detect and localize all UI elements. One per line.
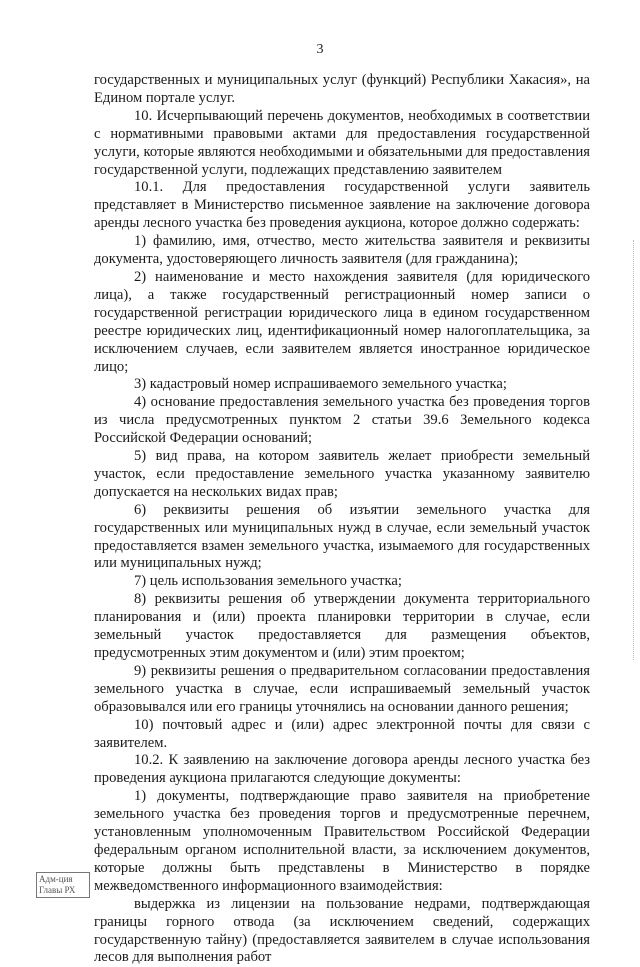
list-item: 5) вид права, на котором заявитель желает приобрести земельный участок, если предоставление земельного участка указанному заявителю допускается на нескольких видах прав;: [94, 448, 590, 500]
paragraph: 10.2. К заявлению на заключение договора аренды лесного участка без проведения аукциона прилагаются следующие документы:: [94, 752, 590, 787]
stamp-line: Адм-ция: [39, 874, 73, 884]
list-item: 3) кадастровый номер испрашиваемого земельного участка;: [134, 376, 507, 393]
page-number: 3: [316, 42, 324, 57]
list-item: 1) фамилию, имя, отчество, место жительства заявителя и реквизиты документа, удостоверяющего личность заявителя (для гражданина);: [94, 233, 590, 268]
list-item: 4) основание предоставления земельного участка без проведения торгов из числа предусмотренных пунктом 2 статьи 39.6 Земельного кодекса Российской Федерации оснований;: [94, 394, 590, 447]
list-item: 2) наименование и место нахождения заявителя (для юридического лица), а также государственный регистрационный номер записи о государственной регистрации юридического лица в едином государственном реестре юридических лиц, идентификационный номер налогоплательщика, за исключением случаев, если заявителем является иностранное юридическое лицо;: [94, 268, 590, 375]
list-item: 8) реквизиты решения об утверждении документа территориального планирования и (или) проекта планировки территории в случае, если земельный участок предоставляется для размещения объектов, предусмотренных этим документом и (или) этим проектом;: [94, 591, 590, 661]
paragraph: выдержка из лицензии на пользование недрами, подтверждающая границы горного отвода (за исключением сведений, содержащих государственную тайну) (предоставляется заявителем в случае использования лесов для выполнения работ: [94, 895, 590, 966]
list-item: 9) реквизиты решения о предварительном согласовании предоставления земельного участка в случае, если испрашиваемый земельный участок образовывался или его границы уточнялись на основании данного решения;: [94, 662, 590, 715]
stamp-line: Главы РХ: [39, 885, 76, 895]
list-item: 10) почтовый адрес и (или) адрес электронной почты для связи с заявителем.: [94, 716, 590, 751]
paragraph: 10.1. Для предоставления государственной услуги заявитель представляет в Министерство письменное заявление на заключение договора аренды лесного участка без проведения аукциона, которое должно содержать:: [94, 179, 590, 232]
list-item: 6) реквизиты решения об изъятии земельного участка для государственных или муниципальных нужд в случае, если земельный участок предоставляется взамен земельного участка, изымаемого для государственных или муниципальных нужд;: [94, 501, 590, 572]
office-stamp: [36, 872, 90, 898]
document-body: [94, 72, 590, 967]
scan-edge-marks: [632, 240, 634, 660]
paragraph: государственных и муниципальных услуг (функций) Республики Хакасия», на Едином портале услуг.: [94, 72, 590, 106]
section-heading-paragraph: 10. Исчерпывающий перечень документов, необходимых в соответствии с нормативными правовыми актами для предоставления государственной услуги, которые являются необходимыми и обязательными для предоставления государственной услуги, подлежащих представлению заявителем: [94, 107, 590, 178]
list-item: 1) документы, подтверждающие право заявителя на приобретение земельного участка без проведения торгов и предусмотренные перечнем, установленным уполномоченным Правительством Российской Федерации федеральным органом исполнительной власти, за исключением документов, которые должны быть представлены в Министерство в порядке межведомственного информационного взаимодействия:: [94, 788, 590, 894]
list-item: 7) цель использования земельного участка;: [134, 573, 402, 590]
